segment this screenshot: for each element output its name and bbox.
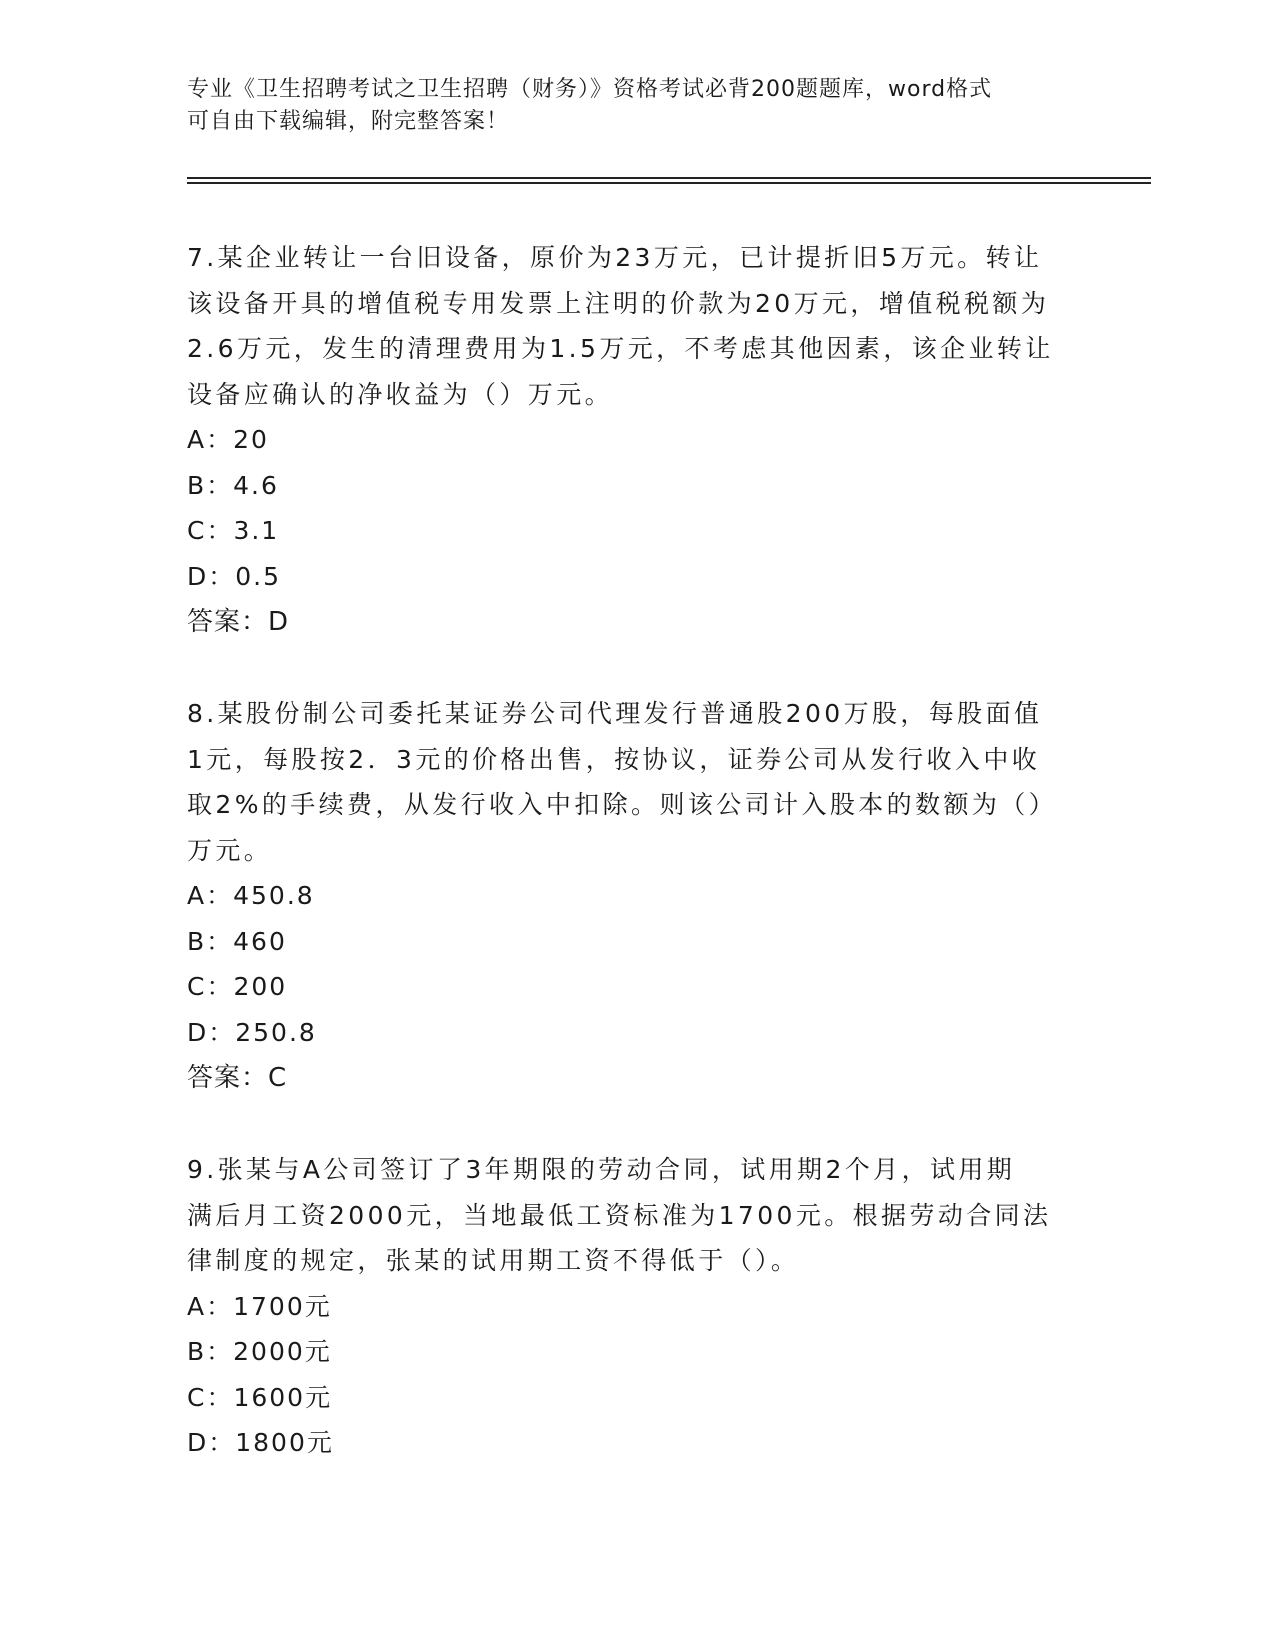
answer: 答案：D bbox=[187, 607, 290, 637]
option-d: D：0.5 bbox=[187, 561, 282, 591]
question-7 bbox=[187, 235, 1087, 645]
question-text-line: 设备应确认的净收益为（）万元。 bbox=[187, 379, 614, 409]
header-rule-top bbox=[187, 177, 1151, 179]
option-b: B：460 bbox=[187, 926, 287, 956]
question-text-line: 2.6万元，发生的清理费用为1.5万元，不考虑其他因素，该企业转让 bbox=[187, 334, 1054, 363]
option-c: C：200 bbox=[187, 972, 288, 1001]
option-a: A：1700元 bbox=[187, 1291, 332, 1321]
question-text-line: 7.某企业转让一台旧设备，原价为23万元，已计提折旧5万元。转让 bbox=[187, 243, 1043, 272]
question-text-line: 9.张某与A公司签订了3年期限的劳动合同，试用期2个月，试用期 bbox=[187, 1155, 1016, 1184]
option-a: A：20 bbox=[187, 425, 269, 454]
option-b: B：4.6 bbox=[187, 470, 279, 500]
option-c: C：3.1 bbox=[187, 516, 280, 545]
question-text-line: 1元，每股按2．3元的价格出售，按协议，证券公司从发行收入中收 bbox=[187, 744, 1041, 774]
header-line-2: 可自由下载编辑，附完整答案！ bbox=[187, 109, 510, 134]
option-d: D：250.8 bbox=[187, 1017, 317, 1047]
option-a: A：450.8 bbox=[187, 881, 315, 910]
header-rule-bottom bbox=[187, 182, 1151, 184]
document-header bbox=[187, 74, 1067, 138]
question-list bbox=[187, 235, 1087, 1512]
question-9 bbox=[187, 1147, 1087, 1466]
question-text-line: 该设备开具的增值税专用发票上注明的价款为20万元，增值税税额为 bbox=[187, 288, 1050, 318]
question-text-line: 8.某股份制公司委托某证券公司代理发行普通股200万股，每股面值 bbox=[187, 699, 1043, 728]
question-text-line: 律制度的规定，张某的试用期工资不得低于（）。 bbox=[187, 1246, 800, 1275]
option-b: B：2000元 bbox=[187, 1337, 332, 1366]
option-d: D：1800元 bbox=[187, 1428, 334, 1457]
question-text-line: 万元。 bbox=[187, 835, 273, 865]
option-c: C：1600元 bbox=[187, 1382, 333, 1412]
answer: 答案：C bbox=[187, 1063, 288, 1093]
question-text-line: 取2%的手续费，从发行收入中扣除。则该公司计入股本的数额为（） bbox=[187, 790, 1058, 819]
header-line-1: 专业《卫生招聘考试之卫生招聘（财务）》资格考试必背200题题库，word格式 bbox=[187, 77, 993, 102]
question-text-line: 满后月工资2000元，当地最低工资标准为1700元。根据劳动合同法 bbox=[187, 1200, 1052, 1230]
question-8 bbox=[187, 691, 1087, 1101]
